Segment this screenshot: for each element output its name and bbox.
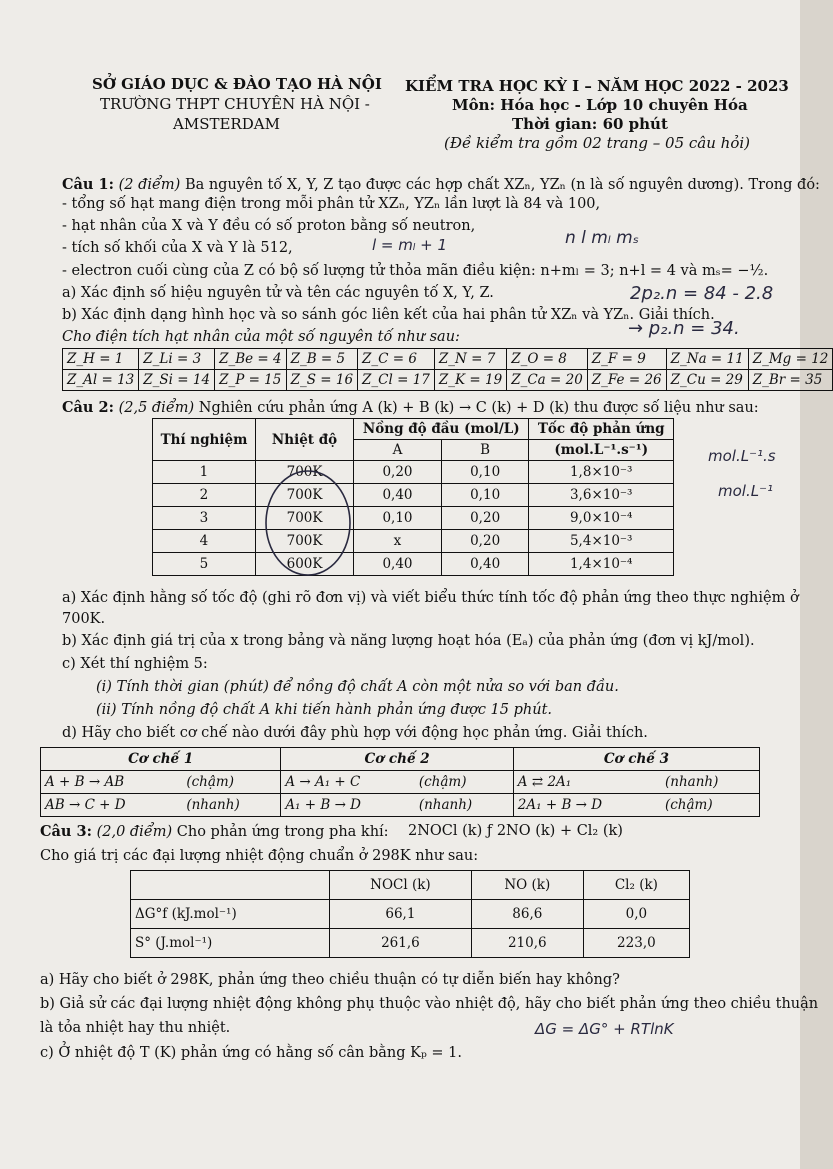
q2-part-a-cont: 700K.	[62, 611, 106, 627]
handwriting-equation-2: → p₂.n = 34.	[628, 318, 740, 339]
cell-a: 0,20	[354, 461, 442, 484]
thermo-header-nocl: NOCl (k)	[330, 871, 472, 900]
school-name-cont: AMSTERDAM	[173, 115, 280, 133]
mechanism-speed: (nhanh)	[182, 794, 280, 817]
q1-condition-3: - tích số khối của X và Y là 512,	[62, 240, 293, 256]
mechanism-2-header: Cơ chế 2	[281, 748, 513, 771]
thermo-cell: 223,0	[583, 929, 689, 958]
thermo-table	[130, 870, 690, 958]
z-cell: Z_Mg = 12	[748, 349, 833, 370]
z-cell: Z_Ca = 20	[507, 370, 588, 391]
z-cell: Z_Cu = 29	[666, 370, 748, 391]
z-cell: Z_Cl = 17	[358, 370, 435, 391]
z-cell: Z_Si = 14	[139, 370, 215, 391]
cell-a: 0,10	[354, 507, 442, 530]
mechanism-speed: (chậm)	[415, 771, 513, 794]
q3-intro-line	[40, 823, 389, 840]
q2-part-a: a) Xác định hằng số tốc độ (ghi rõ đơn vị) và viết biểu thức tính tốc độ phản ứng theo thực nghiệm ở	[62, 590, 799, 606]
q3-part-b: b) Giả sử các đại lượng nhiệt động không phụ thuộc vào nhiệt độ, hãy cho biết phản ứng theo chiều thuận	[40, 996, 819, 1012]
table-row	[153, 553, 674, 576]
q3-reaction: 2NOCl (k) ƒ 2NO (k) + Cl₂ (k)	[408, 823, 623, 839]
cell-temp: 700K	[255, 461, 353, 484]
q1-intro-line	[62, 176, 820, 193]
q1-condition-2: - hạt nhân của X và Y đều có số proton bằng số neutron,	[62, 218, 476, 234]
q2-part-d: d) Hãy cho biết cơ chế nào dưới đây phù hợp với động học phản ứng. Giải thích.	[62, 725, 648, 741]
experiment-table	[152, 418, 674, 576]
cell-rate: 1,4×10⁻⁴	[529, 553, 674, 576]
thermo-cell: 210,6	[471, 929, 583, 958]
mechanism-step: AB → C + D	[41, 794, 183, 817]
q1-part-b: b) Xác định dạng hình học và so sánh góc liên kết của hai phân tử XZₙ và YZₙ. Giải thích.	[62, 307, 715, 323]
handwriting-unit-1: mol.L⁻¹.s	[708, 447, 776, 465]
cell-temp: 700K	[255, 530, 353, 553]
thermo-cell: 261,6	[330, 929, 472, 958]
department-name: SỞ GIÁO DỤC & ĐÀO TẠO HÀ NỘI	[92, 75, 382, 93]
q2-label: Câu 2:	[62, 399, 114, 416]
q2-part-c-i: (i) Tính thời gian (phút) để nồng độ chất A còn một nửa so với ban đầu.	[96, 679, 619, 695]
mechanism-3-header: Cơ chế 3	[513, 748, 759, 771]
handwriting-unit-2: mol.L⁻¹	[718, 482, 774, 500]
cell-b: 0,10	[441, 484, 529, 507]
mechanism-step: 2A₁ + B → D	[513, 794, 661, 817]
q3-part-b-cont: là tỏa nhiệt hay thu nhiệt.	[40, 1020, 231, 1036]
header-col-b: B	[441, 440, 529, 461]
cell-b: 0,40	[441, 553, 529, 576]
cell-exp: 2	[153, 484, 256, 507]
cell-exp: 4	[153, 530, 256, 553]
cell-b: 0,10	[441, 461, 529, 484]
mechanism-step: A ⇄ 2A₁	[513, 771, 661, 794]
q1-points: (2 điểm)	[118, 177, 181, 193]
header-experiment: Thí nghiệm	[153, 419, 256, 461]
thermo-header-cl2: Cl₂ (k)	[583, 871, 689, 900]
cell-exp: 3	[153, 507, 256, 530]
header-initial-conc: Nồng độ đầu (mol/L)	[354, 419, 529, 440]
cell-temp: 600K	[255, 553, 353, 576]
q2-part-c: c) Xét thí nghiệm 5:	[62, 656, 208, 672]
thermo-row-s	[131, 929, 690, 958]
table-row	[153, 530, 674, 553]
z-row-1	[63, 349, 833, 370]
mechanism-1-header: Cơ chế 1	[41, 748, 281, 771]
z-cell: Z_F = 9	[587, 349, 666, 370]
thermo-row-g-label: ΔG°f (kJ.mol⁻¹)	[131, 900, 330, 929]
z-cell: Z_N = 7	[434, 349, 506, 370]
table-row	[153, 461, 674, 484]
z-cell: Z_Be = 4	[215, 349, 287, 370]
q3-points: (2,0 điểm)	[96, 824, 173, 840]
exam-duration: Thời gian: 60 phút	[512, 115, 668, 133]
cell-a: x	[354, 530, 442, 553]
z-cell: Z_H = 1	[63, 349, 139, 370]
school-name: TRƯỜNG THPT CHUYÊN HÀ NỘI -	[100, 95, 370, 113]
cell-rate: 5,4×10⁻³	[529, 530, 674, 553]
q1-note: Cho điện tích hạt nhân của một số nguyên tố như sau:	[62, 329, 460, 345]
q3-part-a: a) Hãy cho biết ở 298K, phản ứng theo chiều thuận có tự diễn biến hay không?	[40, 972, 620, 988]
z-cell: Z_O = 8	[507, 349, 588, 370]
cell-rate: 9,0×10⁻⁴	[529, 507, 674, 530]
z-cell: Z_Li = 3	[139, 349, 215, 370]
cell-rate: 3,6×10⁻³	[529, 484, 674, 507]
thermo-cell: 86,6	[471, 900, 583, 929]
q3-part-c: c) Ở nhiệt độ T (K) phản ứng có hằng số cân bằng Kₚ = 1.	[40, 1045, 462, 1061]
exam-title: KIỂM TRA HỌC KỲ I – NĂM HỌC 2022 - 2023	[405, 77, 789, 95]
z-cell: Z_S = 16	[286, 370, 357, 391]
cell-exp: 1	[153, 461, 256, 484]
handwriting-l-formula: l = mₗ + 1	[372, 236, 448, 254]
header-temperature: Nhiệt độ	[255, 419, 353, 461]
thermo-row-s-label: S° (J.mol⁻¹)	[131, 929, 330, 958]
z-cell: Z_C = 6	[358, 349, 435, 370]
q2-intro: Nghiên cứu phản ứng A (k) + B (k) → C (k) + D (k) thu được số liệu như sau:	[198, 400, 759, 416]
mechanism-step: A + B → AB	[41, 771, 183, 794]
thermo-header-row	[131, 871, 690, 900]
cell-b: 0,20	[441, 530, 529, 553]
mechanism-row	[41, 794, 760, 817]
table-row	[153, 507, 674, 530]
z-cell: Z_Na = 11	[666, 349, 748, 370]
mechanism-speed: (chậm)	[661, 794, 760, 817]
handdrawn-ellipse	[258, 465, 358, 585]
q1-label: Câu 1:	[62, 176, 114, 193]
q2-intro-line	[62, 399, 759, 416]
mechanism-header-row	[41, 748, 760, 771]
cell-a: 0,40	[354, 553, 442, 576]
z-cell: Z_P = 15	[215, 370, 287, 391]
handwriting-equation-1: 2p₂.n = 84 - 2.8	[630, 283, 774, 304]
header-rate: Tốc độ phản ứng	[529, 419, 674, 440]
q2-part-c-ii: (ii) Tính nồng độ chất A khi tiến hành phản ứng được 15 phút.	[96, 702, 553, 718]
q3-label: Câu 3:	[40, 823, 92, 840]
cell-a: 0,40	[354, 484, 442, 507]
cell-temp: 700K	[255, 507, 353, 530]
mechanism-table	[40, 747, 760, 817]
z-row-2	[63, 370, 833, 391]
q1-intro: Ba nguyên tố X, Y, Z tạo được các hợp chất XZₙ, YZₙ (n là số nguyên dương). Trong đó:	[184, 177, 820, 193]
q1-condition-4: - electron cuối cùng của Z có bộ số lượng tử thỏa mãn điều kiện: n+mₗ = 3; n+l = 4 và mₛ= −½.	[62, 263, 769, 279]
q2-part-b: b) Xác định giá trị của x trong bảng và năng lượng hoạt hóa (Eₐ) của phản ứng (đơn vị kJ/mol).	[62, 633, 755, 649]
thermo-cell: 0,0	[583, 900, 689, 929]
thermo-corner	[131, 871, 330, 900]
header-rate-unit: (mol.L⁻¹.s⁻¹)	[529, 440, 674, 461]
cell-rate: 1,8×10⁻³	[529, 461, 674, 484]
q3-given: Cho giá trị các đại lượng nhiệt động chuẩn ở 298K như sau:	[40, 848, 479, 864]
z-cell: Z_B = 5	[286, 349, 357, 370]
exam-subject: Môn: Hóa học - Lớp 10 chuyên Hóa	[452, 96, 748, 114]
experiment-header-row	[153, 419, 674, 440]
z-cell: Z_K = 19	[434, 370, 506, 391]
q3-intro: Cho phản ứng trong pha khí:	[176, 824, 389, 840]
mechanism-row	[41, 771, 760, 794]
thermo-row-g	[131, 900, 690, 929]
exam-note: (Đề kiểm tra gồm 02 trang – 05 câu hỏi)	[444, 134, 751, 152]
handwriting-gibbs: ΔG = ΔG° + RTlnK	[535, 1020, 674, 1038]
mechanism-step: A → A₁ + C	[281, 771, 415, 794]
table-row	[153, 484, 674, 507]
header-col-a: A	[354, 440, 442, 461]
thermo-cell: 66,1	[330, 900, 472, 929]
mechanism-speed: (nhanh)	[415, 794, 513, 817]
cell-exp: 5	[153, 553, 256, 576]
handwriting-quantum-numbers: n l mₗ mₛ	[565, 228, 639, 248]
z-cell: Z_Fe = 26	[587, 370, 666, 391]
mechanism-speed: (chậm)	[182, 771, 280, 794]
cell-temp: 700K	[255, 484, 353, 507]
thermo-header-no: NO (k)	[471, 871, 583, 900]
nuclear-charge-table	[62, 348, 833, 391]
q2-points: (2,5 điểm)	[118, 400, 195, 416]
q1-part-a: a) Xác định số hiệu nguyên tử và tên các nguyên tố X, Y, Z.	[62, 285, 494, 301]
z-cell: Z_Br = 35	[748, 370, 833, 391]
q1-condition-1: - tổng số hạt mang điện trong mỗi phân tử XZₙ, YZₙ lần lượt là 84 và 100,	[62, 196, 601, 212]
cell-b: 0,20	[441, 507, 529, 530]
z-cell: Z_Al = 13	[63, 370, 139, 391]
mechanism-speed: (nhanh)	[661, 771, 760, 794]
mechanism-step: A₁ + B → D	[281, 794, 415, 817]
